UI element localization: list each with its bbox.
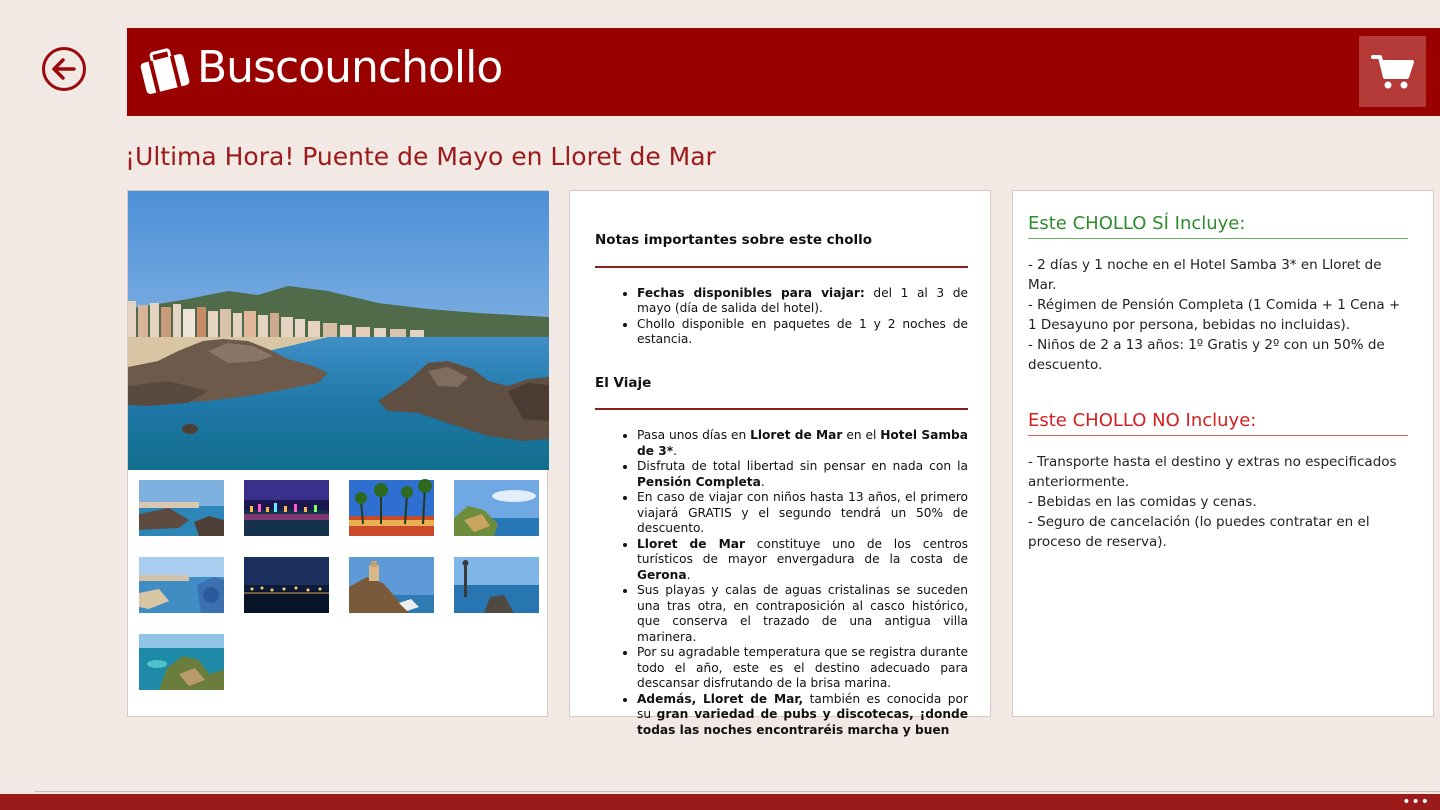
list-item: • Pasa unos días en Lloret de Mar en el Hotel Samba de 3*. xyxy=(637,428,968,459)
trip-list xyxy=(595,428,968,738)
back-button[interactable] xyxy=(42,47,86,91)
list-item: • Lloret de Mar constituye uno de los centros turísticos de mayor envergadura de la costa de Gerona. xyxy=(637,537,968,584)
not-included-item: - Seguro de cancelación (lo puedes contratar en el proceso de reserva). xyxy=(1028,514,1370,550)
list-item: • Disfruta de total libertad sin pensar en nada con la Pensión Completa. xyxy=(637,459,968,490)
not-included-heading: Este CHOLLO NO Incluye: xyxy=(1028,410,1408,436)
cart-button[interactable] xyxy=(1359,36,1426,107)
shopping-cart-icon xyxy=(1371,53,1415,91)
list-item: • En caso de viajar con niños hasta 13 años, el primero viajará GRATIS y el segundo tendrá un 50% de descuento. xyxy=(637,490,968,537)
thumbnail-8[interactable] xyxy=(454,557,539,613)
app-header xyxy=(127,28,1440,116)
thumbnail-6[interactable] xyxy=(244,557,329,613)
page-title: ¡Ultima Hora! Puente de Mayo en Lloret de Mar xyxy=(125,142,716,171)
included-heading: Este CHOLLO SÍ Incluye: xyxy=(1028,213,1408,239)
main-photo[interactable] xyxy=(128,191,549,470)
included-item: - Niños de 2 a 13 años: 1º Gratis y 2º con un 50% de descuento. xyxy=(1028,337,1385,373)
not-included-section xyxy=(1028,410,1408,552)
notes-panel[interactable] xyxy=(569,190,991,737)
list-item: • Sus playas y calas de aguas cristalinas se suceden una tras otra, en contraposición al casco histórico, que conserva el trazado de una antigua villa marinera. xyxy=(637,583,968,645)
thumb-photo-icon xyxy=(139,634,224,690)
app-bar[interactable] xyxy=(0,794,1440,810)
thumbnail-4[interactable] xyxy=(454,480,539,536)
thumb-photo-icon xyxy=(349,480,434,536)
included-item: - 2 días y 1 noche en el Hotel Samba 3* en Lloret de Mar. xyxy=(1028,257,1382,293)
included-section xyxy=(1028,213,1408,375)
list-item: • Además, Lloret de Mar, también es conocida por su gran variedad de pubs y discotecas, ¡donde todas las noches encontraréis marcha y buen xyxy=(637,692,968,739)
thumbnail-2[interactable] xyxy=(244,480,329,536)
thumbnail-3[interactable] xyxy=(349,480,434,536)
includes-panel xyxy=(1012,190,1434,717)
divider xyxy=(35,791,1440,792)
app-title: Buscounchollo xyxy=(197,42,503,93)
thumbnail-5[interactable] xyxy=(139,557,224,613)
trip-heading: El Viaje xyxy=(595,376,968,411)
more-options-icon[interactable]: ••• xyxy=(1402,794,1430,810)
photo-gallery xyxy=(127,190,548,717)
list-item: • Fechas disponibles para viajar: del 1 al 3 de mayo (día de salida del hotel). xyxy=(637,286,968,317)
thumb-photo-icon xyxy=(139,557,224,613)
notes-list xyxy=(595,286,968,348)
included-item: - Régimen de Pensión Completa (1 Comida + 1 Cena + 1 Desayuno por persona, bebidas no incluidas). xyxy=(1028,297,1401,333)
not-included-item: - Transporte hasta el destino y extras no especificados anteriormente. xyxy=(1028,454,1397,490)
suitcase-logo-icon xyxy=(137,48,193,96)
beach-coast-photo xyxy=(128,191,549,470)
thumbnail-9[interactable] xyxy=(139,634,224,690)
thumbnail-1[interactable] xyxy=(139,480,224,536)
thumbnail-7[interactable] xyxy=(349,557,434,613)
thumb-photo-icon xyxy=(454,557,539,613)
thumb-photo-icon xyxy=(139,480,224,536)
notes-heading: Notas importantes sobre este chollo xyxy=(595,233,968,268)
not-included-item: - Bebidas en las comidas y cenas. xyxy=(1028,494,1257,510)
thumb-photo-icon xyxy=(349,557,434,613)
list-item: • Por su agradable temperatura que se registra durante todo el año, este es el destino adecuado para descansar disfrutando de la brisa marina. xyxy=(637,645,968,692)
back-arrow-icon xyxy=(51,58,77,80)
thumb-photo-icon xyxy=(244,557,329,613)
list-item: • Chollo disponible en paquetes de 1 y 2 noches de estancia. xyxy=(637,317,968,348)
thumb-photo-icon xyxy=(454,480,539,536)
notes-content xyxy=(595,233,968,766)
thumb-photo-icon xyxy=(244,480,329,536)
